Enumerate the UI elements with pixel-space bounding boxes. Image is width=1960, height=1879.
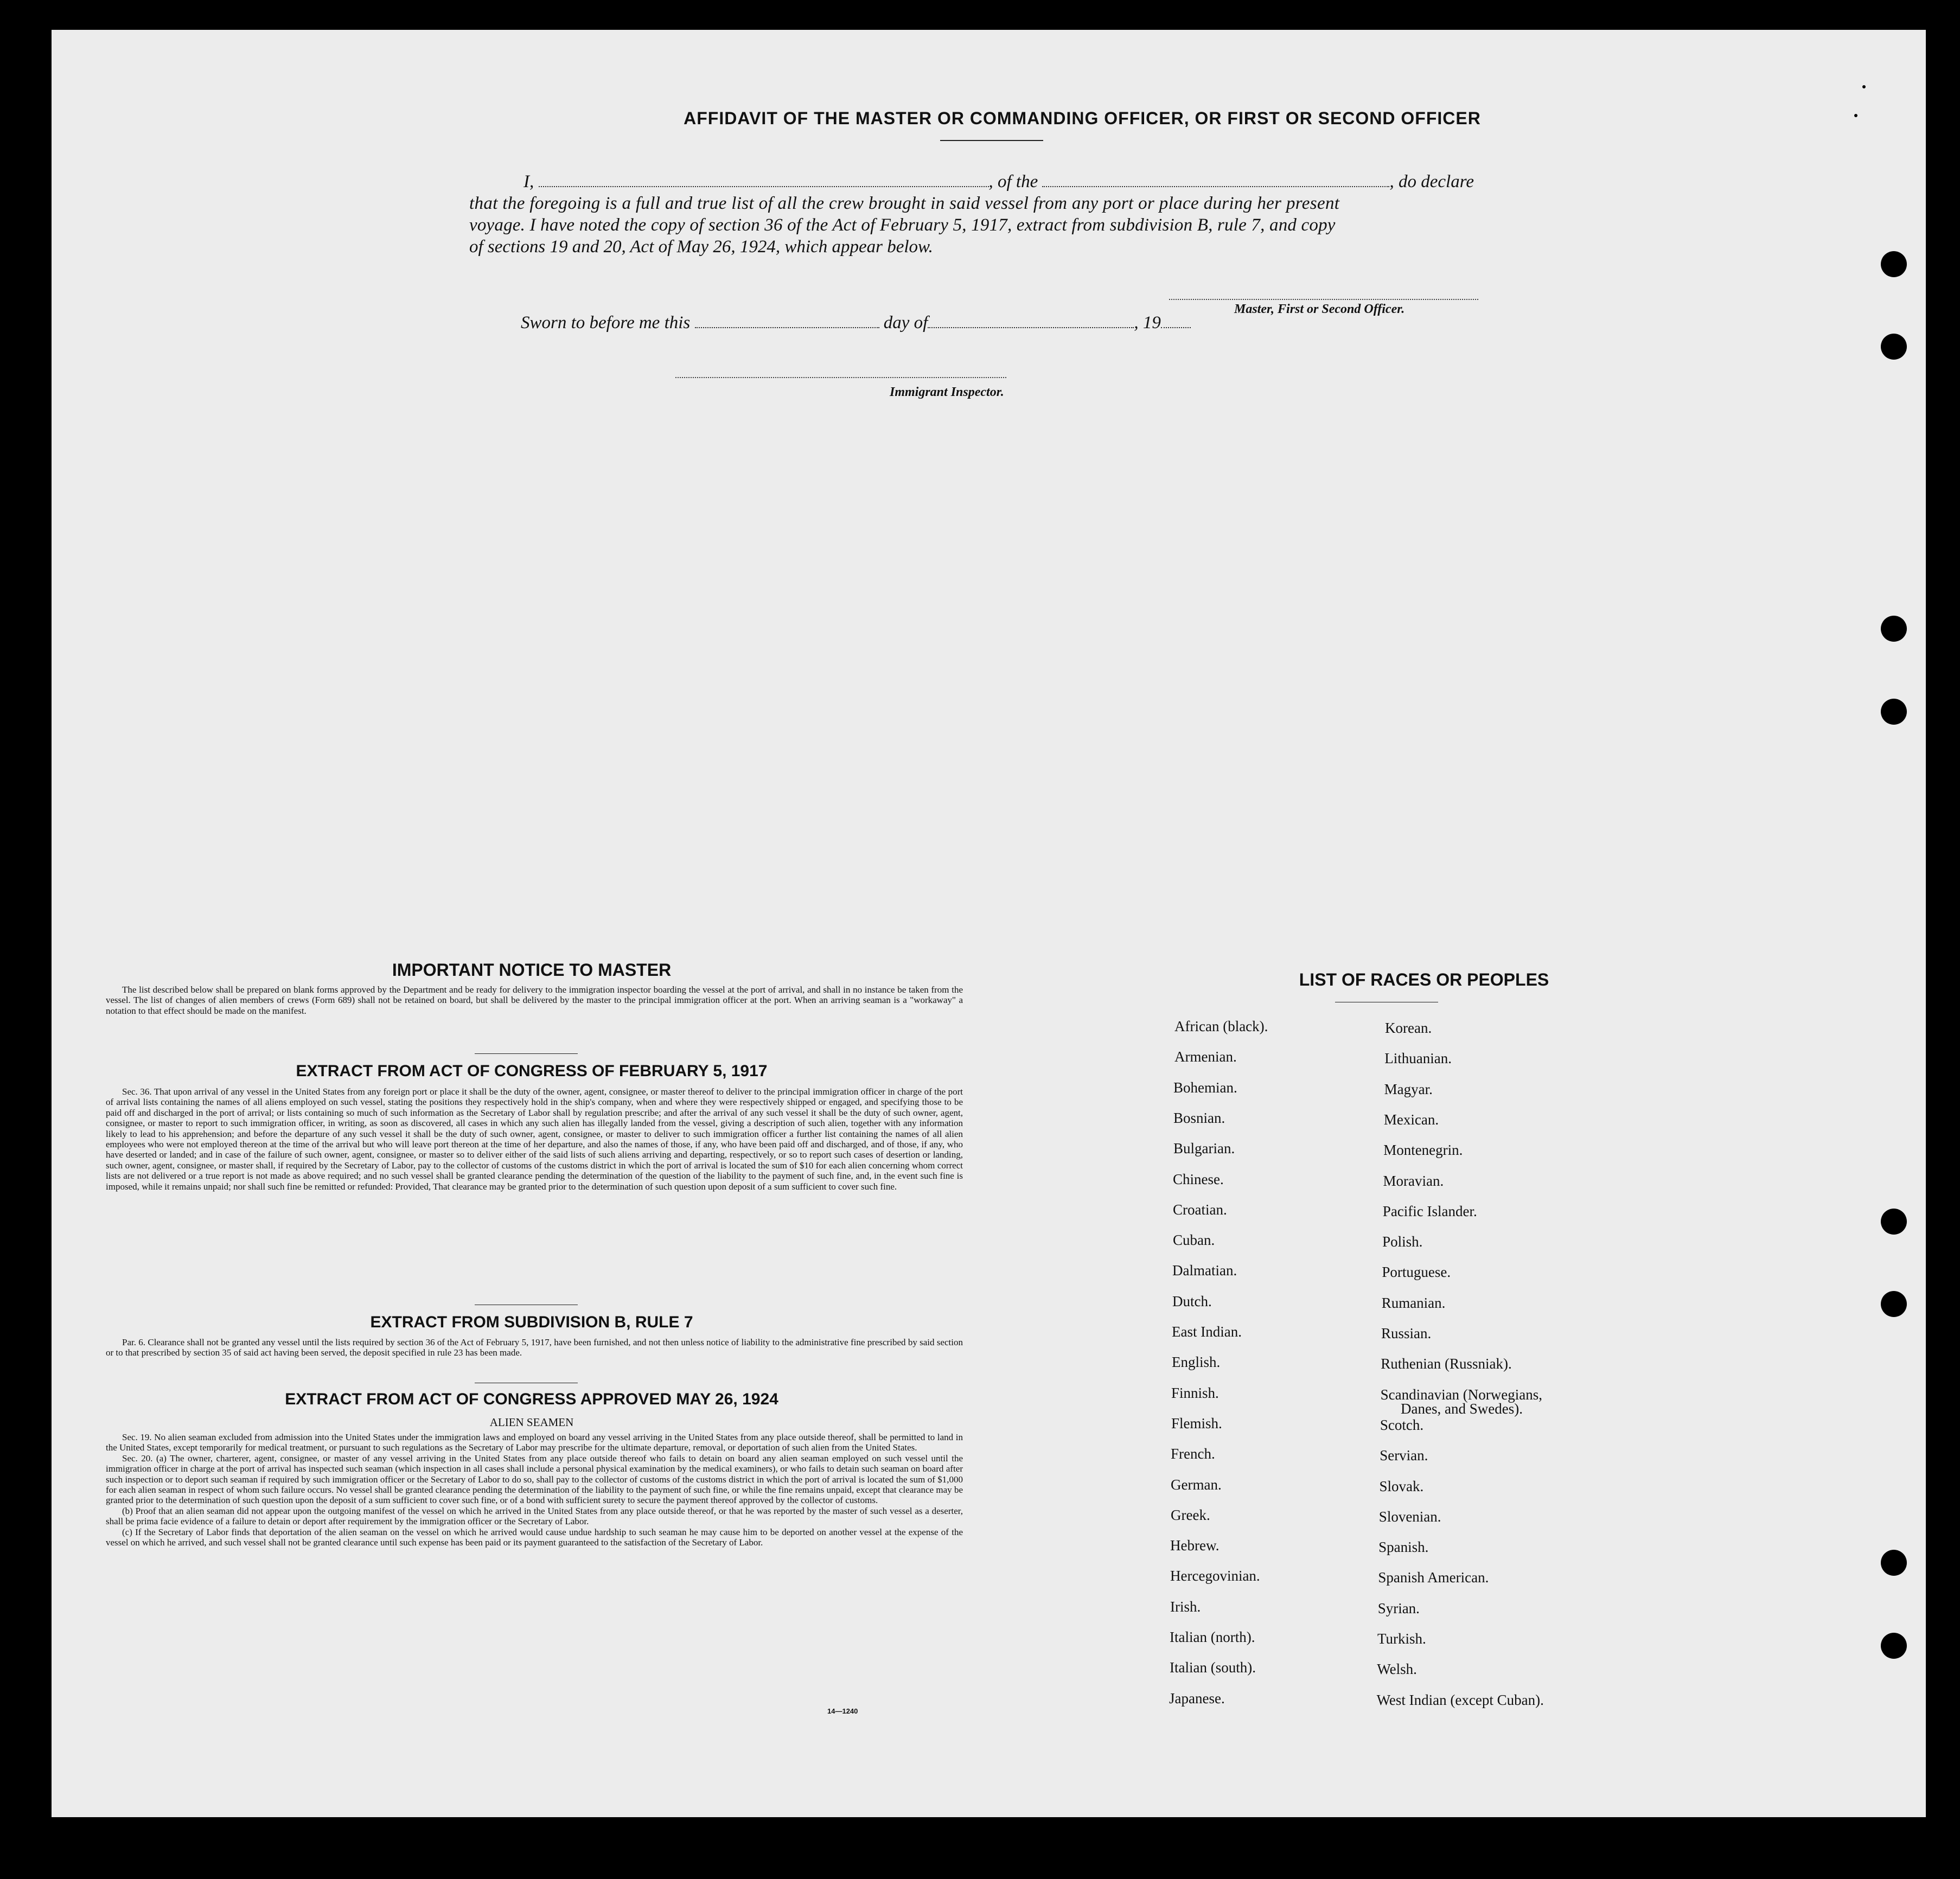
notice-title: IMPORTANT NOTICE TO MASTER bbox=[392, 960, 672, 980]
affidavit-line-4: of sections 19 and 20, Act of May 26, 1924, which appear below. bbox=[469, 237, 933, 257]
section-19: Sec. 19. No alien seaman excluded from admission into the United States under the immigration laws and employed on board any vessel arriving in the United States from any place outside thereof, shall be permitted to land in the United States, except temporarily for medical treatment, or pursuant to such regulations as the Secretary of Labor may prescribe for the ultimate departure, removal, or deportation of such alien from the United States. bbox=[106, 1432, 963, 1453]
race-item: Bohemian. bbox=[1173, 1079, 1237, 1096]
master-signature-label: Master, First or Second Officer. bbox=[1234, 302, 1405, 316]
rule-7-text: Par. 6. Clearance shall not be granted any vessel until the lists required by section 36 of the Act of February 5, 1917, have been furnished, and not then unless notice of liability to the administrative fine prescribed by said section or to that prescribed by section 35 of said act having been served, the deposit specified in rule 23 has been made. bbox=[106, 1337, 963, 1358]
name-blank[interactable] bbox=[539, 181, 989, 187]
race-item: Scotch. bbox=[1380, 1416, 1424, 1433]
race-item: Portuguese. bbox=[1382, 1264, 1451, 1281]
extract-1917-title: EXTRACT FROM ACT OF CONGRESS OF FEBRUARY 5, 1917 bbox=[296, 1062, 768, 1080]
punch-hole bbox=[1881, 616, 1907, 642]
race-item: Rumanian. bbox=[1381, 1294, 1446, 1311]
race-item: Polish. bbox=[1382, 1234, 1423, 1250]
race-item: Scandinavian (Norwegians, bbox=[1380, 1386, 1543, 1403]
race-item: Turkish. bbox=[1377, 1631, 1426, 1647]
race-item: Finnish. bbox=[1171, 1384, 1219, 1401]
vessel-blank[interactable] bbox=[1042, 181, 1389, 187]
race-item: Slovak. bbox=[1379, 1478, 1424, 1494]
extract-1924-text bbox=[106, 1432, 963, 1548]
title-rule bbox=[940, 140, 1043, 141]
race-item: African (black). bbox=[1174, 1018, 1268, 1034]
race-item: Irish. bbox=[1170, 1598, 1201, 1615]
section-20b: (b) Proof that an alien seaman did not appear upon the outgoing manifest of the vessel on which he arrived in the United States from any place outside thereof, or that he was reported by the master of such vessel as a deserter, shall be prima facie evidence of a failure to detain or deport after requirement by the immigration officer or the Secretary of Labor. bbox=[106, 1505, 963, 1527]
sworn-day-blank[interactable] bbox=[695, 322, 879, 328]
race-item: Bulgarian. bbox=[1173, 1140, 1235, 1157]
race-item: Hebrew. bbox=[1170, 1537, 1220, 1554]
race-item: Italian (south). bbox=[1170, 1659, 1256, 1676]
race-item: Flemish. bbox=[1171, 1415, 1222, 1431]
race-item: West Indian (except Cuban). bbox=[1376, 1691, 1544, 1708]
race-item: Lithuanian. bbox=[1384, 1050, 1452, 1067]
race-item: Moravian. bbox=[1383, 1172, 1444, 1189]
speck bbox=[1854, 114, 1857, 117]
punch-hole bbox=[1881, 699, 1907, 725]
affidavit-line-2: that the foregoing is a full and true list of all the crew brought in said vessel from any port or place during her present bbox=[469, 194, 1340, 213]
punch-hole bbox=[1881, 1550, 1907, 1576]
speck bbox=[1862, 85, 1866, 88]
alien-seamen-subtitle: ALIEN SEAMEN bbox=[489, 1416, 574, 1429]
race-item: Greek. bbox=[1171, 1506, 1210, 1523]
extract-1924-title: EXTRACT FROM ACT OF CONGRESS APPROVED MAY 26, 1924 bbox=[285, 1390, 778, 1408]
race-item: English. bbox=[1172, 1354, 1221, 1371]
race-item: Hercegovinian. bbox=[1170, 1568, 1260, 1584]
inspector-signature-line[interactable] bbox=[675, 377, 1006, 378]
notice-text: The list described below shall be prepared on blank forms approved by the Department and be ready for delivery to the immigration inspector boarding the vessel at the port of arrival, and shall in no instance be taken from the vessel. The list of changes of alien members of crews (Form 689) shall not be retained on board, but shall be delivered by the master to the principal immigration officer at the port. When an arriving seaman is a "workaway" a notation to that effect should be made on the manifest. bbox=[106, 985, 963, 1016]
extract-1917-text: Sec. 36. That upon arrival of any vessel in the United States from any foreign port or place it shall be the duty of the owner, agent, consignee, or master thereof to deliver to the principal immigration officer in charge of the port of arrival lists containing the names of all aliens employed on such vessel, stating the positions they respectively hold in the ship's company, when and where they were respectively shipped or engaged, and specifying those to be paid off and discharged in the port of arrival; or lists containing so much of such information as the Secretary of Labor shall by regulation prescribe; and after the arrival of any such vessel it shall be the duty of such owner, agent, consignee, or master to report to such immigration officer, in writing, as soon as discovered, all cases in which any such alien has illegally landed from the vessel, giving a description of such alien, together with any information likely to lead to his apprehension; and before the departure of any such vessel it shall be the duty of such owner, agent, consignee, or master to deliver to such immigration officer a further list containing the names of all alien employees who were not employed thereon at the time of the arrival but who will leave port thereon at the time of her departure, and also the names of those, if any, who have been paid off and discharged, and of those, if any, who have deserted or landed; and in case of the failure of such owner, agent, consignee, or master so to deliver either of the said lists of such aliens arriving and departing, respectively, or so to report such cases of desertion or landing, such owner, agent, consignee, or master shall, if required by the Secretary of Labor, pay to the collector of customs of the customs district in which the port of arrival is located the sum of $10 for each alien concerning whom correct lists are not delivered or a true report is not made as above required; and no such vessel shall be granted clearance pending the determination of the question of the liability to the payment of such fine, and, in the event such fine is imposed, while it remains unpaid; nor shall such fine be remitted or refunded: Provided, That clearance may be granted prior to the determination of such question upon deposit of a sum sufficient to cover such fine. bbox=[106, 1087, 963, 1192]
race-item: Italian (north). bbox=[1170, 1629, 1255, 1645]
sworn-year-blank[interactable] bbox=[1161, 322, 1191, 328]
race-item: Mexican. bbox=[1383, 1111, 1439, 1128]
race-item: French. bbox=[1171, 1446, 1215, 1462]
race-item: Croatian. bbox=[1173, 1201, 1227, 1218]
punch-hole bbox=[1881, 251, 1907, 277]
race-item: Bosnian. bbox=[1173, 1109, 1225, 1126]
punch-hole bbox=[1881, 1291, 1907, 1317]
master-signature-line[interactable] bbox=[1169, 299, 1478, 300]
race-item: Ruthenian (Russniak). bbox=[1381, 1356, 1512, 1372]
race-item: Dalmatian. bbox=[1172, 1262, 1237, 1279]
race-item: Cuban. bbox=[1173, 1232, 1215, 1249]
section-20a: Sec. 20. (a) The owner, charterer, agent, consignee, or master of any vessel arriving in the United States from any place outside thereof who fails to detain on board any alien seaman employed on such vessel until the immigration officer in charge at the port of arrival has inspected such seaman (which inspection in all cases shall include a personal physical examination by the medical examiners), or who fails to detain such seaman on board after such inspection or to deport such seaman if required by such immigration officer or the Secretary of Labor to do so, shall pay to the collector of customs of the customs district in which the port of arrival is located the sum of $1,000 for each alien seaman in respect of whom such failure occurs. No vessel shall be granted clearance pending the determination of the liability to the payment of such fine, or while the fine remains unpaid, except that clearance may be granted prior to the determination of such question upon the deposit of a sum sufficient to cover such fine, or of a bond with sufficient surety to secure the payment thereof approved by the collector of customs. bbox=[106, 1453, 963, 1506]
race-item: Dutch. bbox=[1172, 1293, 1212, 1309]
race-item: Servian. bbox=[1380, 1447, 1428, 1464]
race-item: Magyar. bbox=[1384, 1081, 1433, 1097]
punch-hole bbox=[1881, 1633, 1907, 1659]
affidavit-line-1: I, , of the , do declare bbox=[523, 172, 1474, 191]
race-item: Spanish American. bbox=[1378, 1569, 1489, 1586]
race-item-continuation: Danes, and Swedes). bbox=[1401, 1400, 1523, 1417]
race-item: Russian. bbox=[1381, 1325, 1432, 1341]
race-item: Spanish. bbox=[1378, 1539, 1429, 1556]
race-item: Montenegrin. bbox=[1383, 1142, 1463, 1159]
race-item: Syrian. bbox=[1377, 1600, 1420, 1616]
sworn-month-blank[interactable] bbox=[928, 322, 1134, 328]
race-item: Welsh. bbox=[1377, 1661, 1417, 1678]
sworn-line: Sworn to before me this day of , 19 bbox=[521, 312, 1191, 334]
race-item: East Indian. bbox=[1172, 1324, 1242, 1340]
race-item: Chinese. bbox=[1173, 1171, 1224, 1187]
form-number: 14—1240 bbox=[827, 1707, 858, 1715]
affidavit-title: AFFIDAVIT OF THE MASTER OR COMMANDING OFFICER, OR FIRST OR SECOND OFFICER bbox=[684, 108, 1481, 128]
race-item: Slovenian. bbox=[1378, 1508, 1441, 1525]
race-item: Korean. bbox=[1385, 1020, 1432, 1036]
section-rule bbox=[475, 1053, 578, 1054]
race-item: Armenian. bbox=[1174, 1049, 1237, 1065]
document-page bbox=[52, 30, 1926, 1817]
section-20c: (c) If the Secretary of Labor finds that deportation of the alien seaman on the vessel on which he arrived would cause undue hardship to such seaman he may cause him to be deported on another vessel at the expense of the vessel on which he arrived, and such vessel shall not be granted clearance until such expense has been paid or its payment guaranteed to the satisfaction of the Secretary of Labor. bbox=[106, 1526, 963, 1548]
affidavit-line-3: voyage. I have noted the copy of section 36 of the Act of February 5, 1917, extract from subdivision B, rule 7, and copy bbox=[469, 215, 1336, 235]
race-item: Japanese. bbox=[1169, 1690, 1225, 1707]
punch-hole bbox=[1881, 1209, 1907, 1235]
inspector-signature-label: Immigrant Inspector. bbox=[890, 385, 1004, 399]
punch-hole bbox=[1881, 334, 1907, 360]
race-item: German. bbox=[1171, 1476, 1222, 1493]
race-item: Pacific Islander. bbox=[1382, 1203, 1477, 1219]
affidavit-text bbox=[469, 171, 1570, 258]
races-title: LIST OF RACES OR PEOPLES bbox=[1299, 970, 1549, 989]
rule-7-title: EXTRACT FROM SUBDIVISION B, RULE 7 bbox=[370, 1313, 693, 1331]
